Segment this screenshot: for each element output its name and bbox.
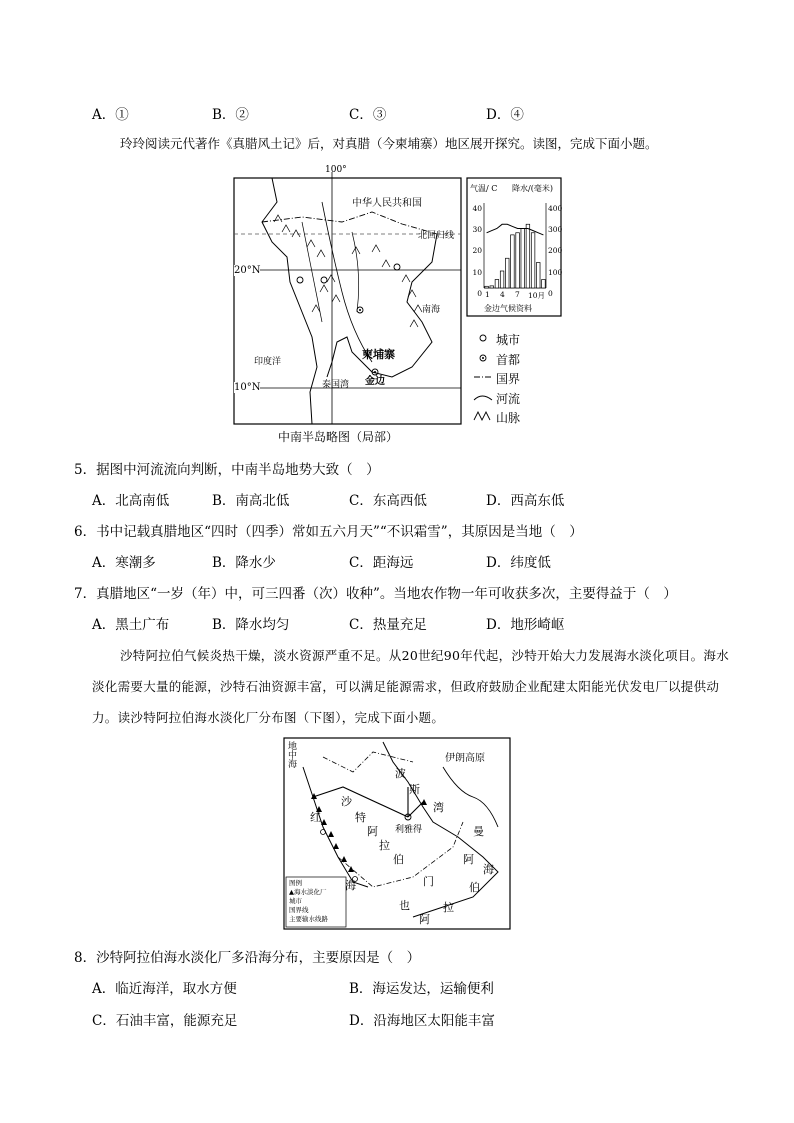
precip-bar	[505, 258, 509, 288]
saudi-char: 沙	[341, 795, 352, 808]
month-tick: 10月	[528, 291, 546, 300]
precip-tick: 0	[548, 288, 553, 298]
yemen-char: 门	[423, 875, 434, 888]
temp-tick: 0	[477, 288, 482, 298]
precip-tick: 300	[548, 225, 563, 235]
legend-border: 国界线	[289, 906, 309, 914]
saudi-map-figure	[283, 737, 511, 930]
precip-tick: 100	[548, 267, 563, 277]
lat20-label: 20°N	[234, 265, 261, 276]
q6-option-c: C．距海远	[349, 555, 414, 571]
q7-option-a: A．黑土广布	[92, 617, 170, 633]
q4-option-b: B．②	[212, 107, 249, 123]
red-sea-char: 海	[345, 879, 356, 892]
q4-option-a: A．①	[92, 107, 129, 123]
legend-plant: ▲海水淡化厂	[289, 888, 327, 896]
arabian-sea-char: 曼	[473, 825, 484, 838]
precip-axis-label: 降水/(毫米)	[512, 184, 553, 193]
q7-option-b: B．降水均匀	[212, 617, 290, 633]
precip-tick: 400	[548, 204, 563, 213]
arab-char: 阿	[419, 913, 430, 926]
gulf-char: 波	[395, 767, 406, 780]
iran-plateau-label: 伊朗高原	[445, 753, 485, 764]
temp-tick: 30	[472, 225, 482, 235]
legend-river: 河流	[496, 392, 521, 406]
q8-stem: 8．沙特阿拉伯海水淡化厂多沿海分布，主要原因是（ ）	[74, 950, 421, 966]
saudi-char: 拉	[379, 839, 390, 852]
legend-pipeline: 主要输水线路	[289, 915, 328, 923]
q7-option-d: D．地形崎岖	[486, 617, 565, 633]
precip-bar	[511, 235, 515, 288]
arabian-sea-char: 海	[483, 863, 494, 876]
yemen-char: 也	[399, 899, 410, 912]
gulf-label: 泰国湾	[322, 380, 350, 390]
temp-tick: 20	[472, 246, 482, 256]
q5-option-d: D．西高东低	[486, 493, 565, 509]
precip-bar	[536, 263, 540, 289]
china-label: 中华人民共和国	[352, 198, 422, 209]
precip-bar	[490, 286, 494, 288]
precip-bar	[542, 280, 546, 289]
phnom-penh-label: 金边	[365, 376, 385, 387]
legend-border: 国界	[496, 372, 521, 386]
south-sea-label: 南海	[422, 305, 441, 315]
intro-paragraph-2: 沙特阿拉伯气候炎热干燥，淡水资源严重不足。从20世纪90年代起，沙特开始大力发展海水淡化项目。海水淡化需要大量的能源，沙特石油资源丰富，可以满足能源需求，但政府鼓励企业配建太阳能光伏发电厂以提供动力。读沙特阿拉伯海水淡化厂分布图（下图），完成下面小题。	[92, 648, 730, 725]
precip-bar	[531, 233, 535, 288]
intro-paragraph-1: 玲玲阅读元代著作《真腊风土记》后，对真腊（今柬埔寨）地区展开探究。读图，完成下面小题。	[120, 136, 658, 151]
longitude-label: 100°	[325, 165, 347, 175]
q4-option-d: D．④	[486, 107, 524, 123]
temp-ticks	[470, 198, 482, 304]
precip-bar	[516, 233, 520, 288]
month-tick: 1	[485, 290, 490, 299]
saudi-char: 阿	[367, 825, 378, 838]
temp-tick: 10	[472, 267, 482, 277]
q8-option-b: B．海运发达，运输便利	[349, 981, 494, 997]
q5-option-b: B．南高北低	[212, 493, 290, 509]
precip-bar	[495, 280, 499, 289]
legend-capital: 首都	[496, 353, 521, 367]
precip-bar	[485, 286, 489, 288]
legend-city: 城市	[289, 897, 302, 905]
q6-option-a: A．寒潮多	[92, 555, 156, 571]
cambodia-label: 柬埔寨	[362, 348, 395, 361]
map2-legend	[289, 879, 328, 924]
precip-bar	[526, 224, 530, 288]
legend-city: 城市	[496, 333, 521, 347]
q4-option-c: C．③	[349, 107, 387, 123]
riyadh-label: 利雅得	[395, 825, 423, 835]
q7-stem: 7．真腊地区“一岁（年）中，可三四番（次）收种”。当地农作物一年可收获多次，主要得益于（ ）	[74, 586, 677, 602]
saudi-char: 伯	[393, 853, 404, 866]
q6-stem: 6．书中记载真腊地区“四时（四季）常如五六月天”“不识霜雪”，其原因是当地（ ）	[74, 524, 583, 540]
q6-option-b: B．降水少	[212, 555, 276, 571]
q8-option-c: C．石油丰富，能源充足	[92, 1013, 238, 1029]
red-sea-char: 红	[310, 811, 321, 824]
arab-char: 拉	[443, 901, 454, 914]
q5-option-c: C．东高西低	[349, 493, 427, 509]
map-caption: 中南半岛略图（局部）	[278, 430, 399, 444]
precip-bar	[500, 271, 504, 288]
gulf-char: 斯	[409, 783, 420, 796]
arabian-sea-char: 伯	[469, 881, 480, 894]
precip-bar	[521, 229, 525, 289]
q6-option-d: D．纬度低	[486, 555, 551, 571]
q5-option-a: A．北高南低	[92, 493, 170, 509]
saudi-char: 特	[355, 811, 366, 824]
indian-ocean-label: 印度洋	[254, 357, 282, 367]
q8-option-a: A．临近海洋，取水方便	[92, 981, 237, 997]
legend-mountain: 山脉	[496, 411, 521, 425]
precip-tick: 200	[548, 246, 563, 256]
temp-tick: 40	[472, 204, 482, 213]
temp-axis-label: 气温/ C	[470, 184, 498, 193]
climate-caption: 金边气候资料	[484, 304, 532, 313]
sea-label-nw: 地中海	[286, 741, 296, 768]
q8-option-d: D．沿海地区太阳能丰富	[349, 1013, 495, 1029]
lat10-label: 10°N	[234, 382, 261, 393]
precip-ticks	[548, 198, 562, 304]
month-tick: 7	[515, 290, 520, 299]
tropic-label: 北回归线	[418, 231, 455, 241]
indochina-map-figure	[232, 162, 564, 447]
gulf-char: 湾	[433, 801, 444, 814]
q7-option-c: C．热量充足	[349, 617, 427, 633]
arabian-sea-char: 阿	[463, 853, 474, 866]
month-tick: 4	[500, 290, 505, 299]
legend-title: 图例	[289, 879, 302, 887]
q5-stem: 5．据图中河流流向判断，中南半岛地势大致（ ）	[74, 462, 380, 478]
